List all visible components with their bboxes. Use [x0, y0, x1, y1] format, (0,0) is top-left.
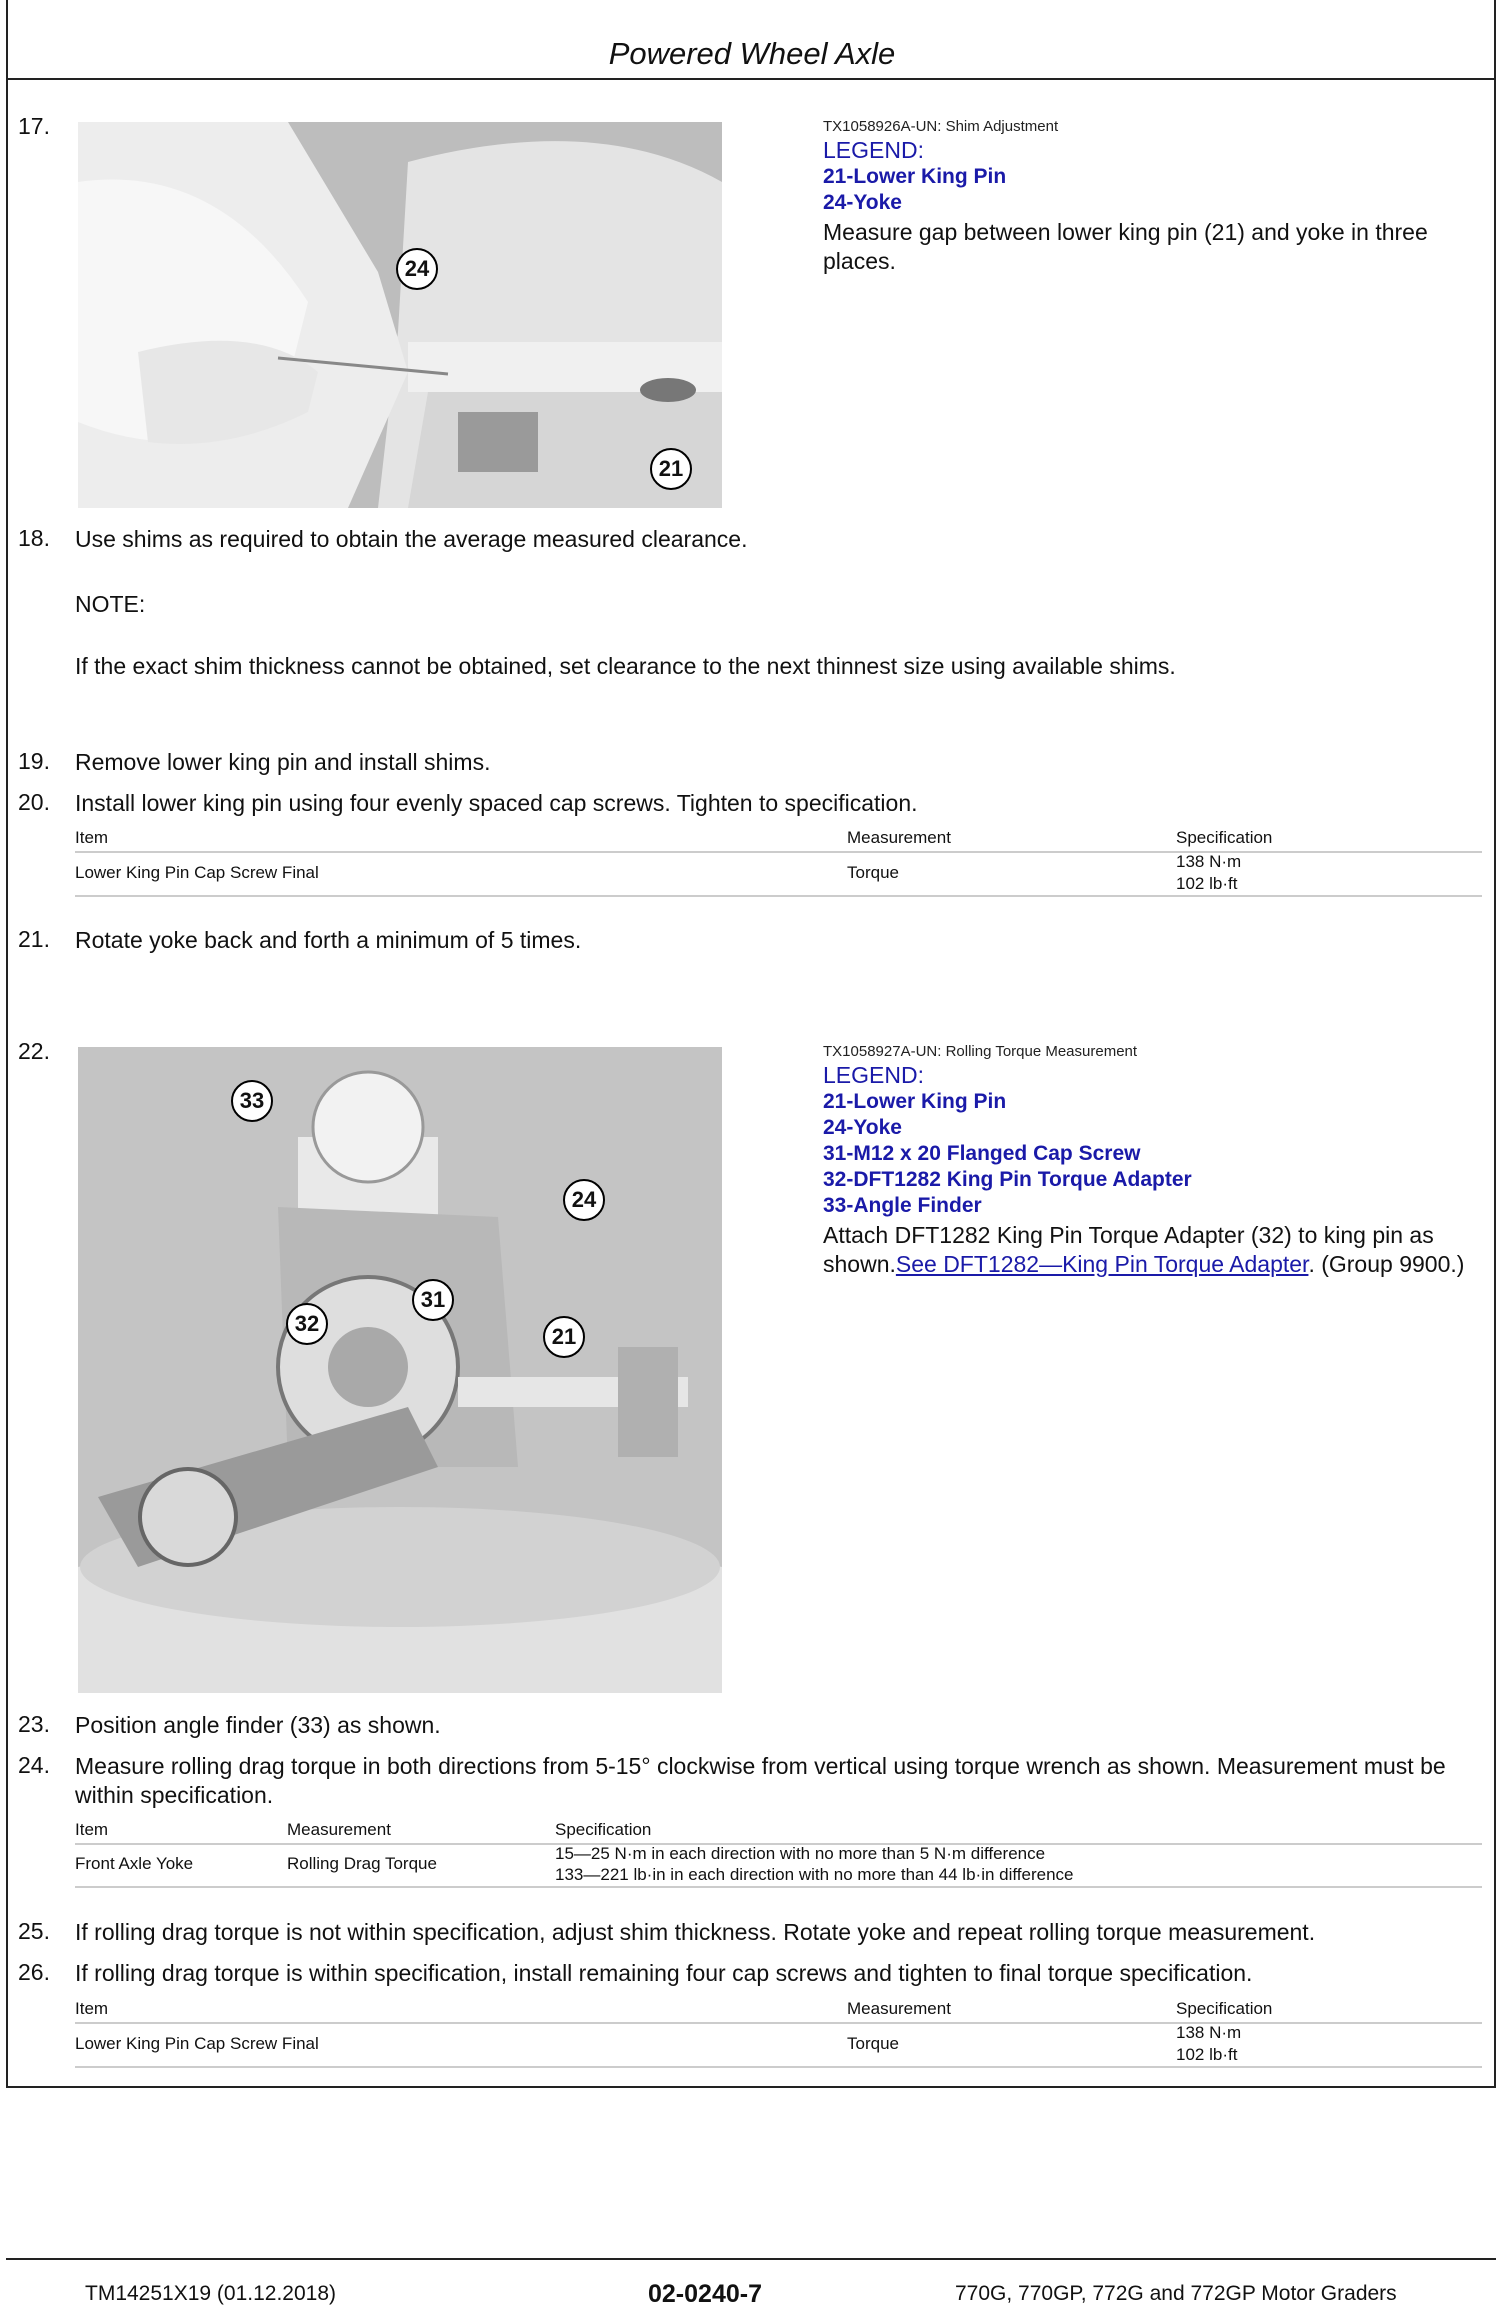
spec-rule — [75, 1886, 1482, 1888]
spec-table-cap-screw-1 — [75, 828, 1482, 898]
spec-cell-value-metric: 138 N·m — [1176, 2023, 1242, 2042]
legend-item: 32-DFT1282 King Pin Torque Adapter — [823, 1168, 1192, 1191]
callout-24: 24 — [396, 248, 438, 290]
description-text: . (Group 9900.) — [1308, 1251, 1465, 1277]
figure-shim-adjustment-photo — [78, 122, 722, 508]
spec-cell-value-metric: 138 N·m — [1176, 852, 1242, 871]
spec-cell-value-imperial: 102 lb·ft — [1176, 874, 1238, 893]
callout-33: 33 — [231, 1080, 273, 1122]
figure-id: TX1058926A-UN: Shim Adjustment — [823, 118, 1059, 135]
step-number-26: 26. — [18, 1959, 50, 1985]
spec-cell-value-imperial: 133—221 lb·in in each direction with no more than 44 lb·in difference — [555, 1865, 1074, 1884]
description-text: Attach DFT1282 King Pin Torque Adapter (32) to king pin as shown. — [823, 1222, 1434, 1277]
spec-header-specification: Specification — [1176, 1999, 1273, 2018]
header-rule — [6, 78, 1496, 80]
figure-id: TX1058927A-UN: Rolling Torque Measurement — [823, 1043, 1138, 1060]
spec-header-measurement: Measurement — [287, 1820, 391, 1839]
step-number-22: 22. — [18, 1038, 50, 1064]
page-title: Powered Wheel Axle — [608, 36, 896, 71]
legend-item: 21-Lower King Pin — [823, 1090, 1007, 1113]
step-number-17: 17. — [18, 113, 50, 139]
spec-header-item: Item — [75, 1820, 109, 1839]
spec-cell-item: Lower King Pin Cap Screw Final — [75, 863, 319, 882]
note-text: If the exact shim thickness cannot be obtained, set clearance to the next thinnest size using available shims. — [75, 653, 1176, 679]
step-text-18: Use shims as required to obtain the average measured clearance. — [75, 526, 748, 552]
spec-cell-item: Lower King Pin Cap Screw Final — [75, 2034, 319, 2053]
spec-table-rolling-drag — [75, 1820, 1482, 1890]
spec-rule — [75, 2022, 1482, 2024]
step-text-24: Measure rolling drag torque in both directions from 5-15° clockwise from vertical using torque wrench as shown. Measurement must be within specification. — [75, 1753, 1446, 1808]
step-text-20: Install lower king pin using four evenly spaced cap screws. Tighten to specification. — [75, 790, 918, 816]
step-number-25: 25. — [18, 1918, 50, 1944]
figure-description: Measure gap between lower king pin (21) and yoke in three places. — [823, 219, 1428, 274]
figure-rolling-torque-photo — [78, 1047, 722, 1693]
legend-item: 31-M12 x 20 Flanged Cap Screw — [823, 1142, 1141, 1165]
step-number-19: 19. — [18, 748, 50, 774]
step-text-19: Remove lower king pin and install shims. — [75, 749, 491, 775]
footer-manual-id: TM14251X19 (01.12.2018) — [85, 2282, 337, 2305]
footer-model-list: 770G, 770GP, 772G and 772GP Motor Graders — [955, 2282, 1397, 2305]
legend-item: 33-Angle Finder — [823, 1194, 982, 1217]
spec-rule — [75, 895, 1482, 897]
step-number-21: 21. — [18, 926, 50, 952]
spec-rule — [75, 851, 1482, 853]
step-text-25: If rolling drag torque is not within specification, adjust shim thickness. Rotate yoke and repeat rolling torque measurement. — [75, 1919, 1316, 1945]
callout-21: 21 — [650, 448, 692, 490]
spec-header-specification: Specification — [1176, 828, 1273, 847]
legend-heading: LEGEND: — [823, 137, 924, 163]
step-text-26: If rolling drag torque is within specification, install remaining four cap screws and tighten to final torque specification. — [75, 1960, 1253, 1986]
callout-31: 31 — [412, 1279, 454, 1321]
callout-21: 21 — [543, 1316, 585, 1358]
figure-rolling-torque-caption — [823, 1043, 1483, 1279]
callout-24: 24 — [563, 1179, 605, 1221]
footer-page-number: 02-0240-7 — [648, 2280, 762, 2308]
step-number-20: 20. — [18, 789, 50, 815]
footer-rule — [6, 2258, 1496, 2260]
see-dft1282-link[interactable]: See DFT1282—King Pin Torque Adapter — [895, 1251, 1309, 1277]
step-number-18: 18. — [18, 525, 50, 551]
note-label: NOTE: — [75, 591, 146, 617]
figure-description — [823, 1221, 1483, 1279]
legend-item: 21-Lower King Pin — [823, 165, 1007, 188]
spec-header-item: Item — [75, 1999, 109, 2018]
step-number-23: 23. — [18, 1711, 50, 1737]
spec-header-measurement: Measurement — [847, 828, 951, 847]
step-text-23: Position angle finder (33) as shown. — [75, 1712, 441, 1738]
spec-cell-value-imperial: 102 lb·ft — [1176, 2045, 1238, 2064]
spec-cell-measurement: Torque — [847, 863, 899, 882]
spec-header-measurement: Measurement — [847, 1999, 951, 2018]
legend-heading: LEGEND: — [823, 1062, 924, 1088]
spec-cell-value-metric: 15—25 N·m in each direction with no more than 5 N·m difference — [555, 1844, 1046, 1863]
spec-table-cap-screw-2 — [75, 1999, 1482, 2069]
spec-cell-measurement: Torque — [847, 2034, 899, 2053]
spec-cell-measurement: Rolling Drag Torque — [287, 1854, 437, 1873]
spec-rule — [75, 2066, 1482, 2068]
spec-header-specification: Specification — [555, 1820, 652, 1839]
spec-cell-item: Front Axle Yoke — [75, 1854, 194, 1873]
step-text-21: Rotate yoke back and forth a minimum of 5 times. — [75, 927, 582, 953]
step-number-24: 24. — [18, 1752, 50, 1778]
callout-32: 32 — [286, 1303, 328, 1345]
legend-item: 24-Yoke — [823, 191, 902, 214]
spec-header-item: Item — [75, 828, 109, 847]
figure-shim-adjustment-caption — [823, 118, 1483, 276]
legend-item: 24-Yoke — [823, 1116, 902, 1139]
